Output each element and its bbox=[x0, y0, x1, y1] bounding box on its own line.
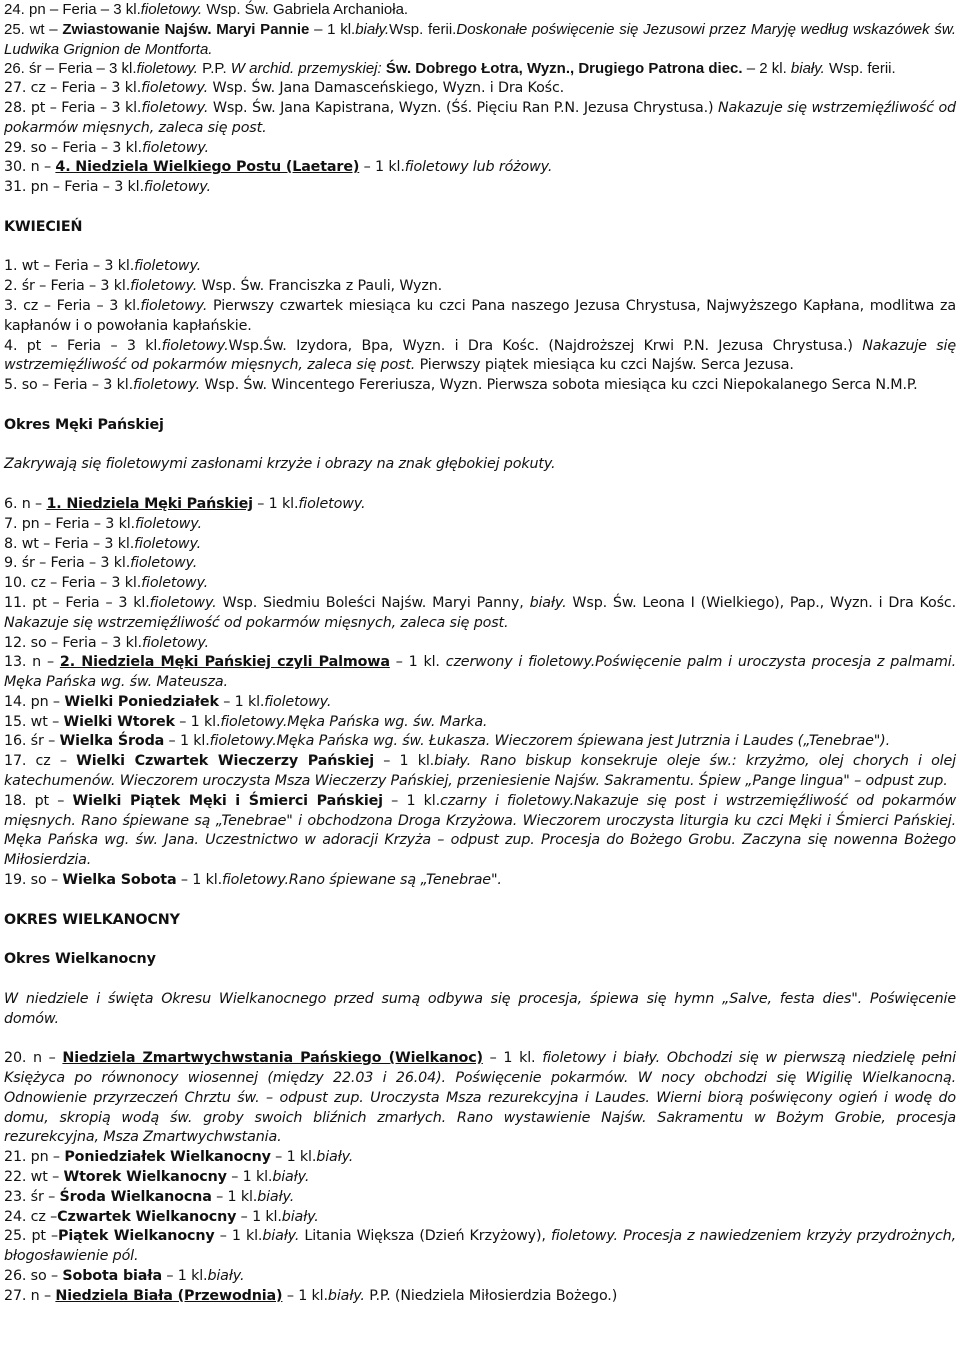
entry-text: Wsp. Św. Jana Damasceńskiego, Wyzn. i Dra Kośc. bbox=[208, 80, 565, 97]
italic-text: fioletowy. bbox=[298, 495, 366, 512]
entry-text: 27. n – bbox=[4, 1287, 56, 1304]
italic-text: biały. bbox=[257, 1188, 295, 1205]
entry-text: 10. cz – Feria – 3 kl. bbox=[4, 575, 142, 592]
entry-text: 9. śr – Feria – 3 kl. bbox=[4, 555, 131, 572]
entry-text: – 1 kl. bbox=[211, 1188, 258, 1205]
calendar-entry bbox=[4, 376, 956, 396]
entry-text: P.P. (Niedziela Miłosierdzia Bożego.) bbox=[364, 1287, 618, 1304]
entry-text: P.P. bbox=[197, 60, 231, 78]
bold-text: Wielki Czwartek Wieczerzy Pańskiej bbox=[76, 753, 374, 770]
italic-text: fioletowy. bbox=[141, 99, 209, 116]
italic-text: fioletowy. bbox=[141, 634, 209, 651]
bold-text: Okres Męki Pańskiej bbox=[4, 416, 164, 433]
entry-text: 11. pt – Feria – 3 kl. bbox=[4, 594, 150, 611]
entry-text: 25. pt – bbox=[4, 1228, 59, 1245]
italic-text: fioletowy. bbox=[134, 515, 202, 532]
entry-text: – 1 kl. bbox=[482, 1050, 543, 1067]
italic-text: biały. Rano biskup konsekruje oleje św.: krzyżmo, olej chorych i olej katechumenów. Wieczorem uroczysta Msza Wieczerzy Pańskiej, przeniesienie Najśw. Sakramentu. Śpiew „Pange lingua" – odpust zup. bbox=[4, 753, 956, 790]
italic-text: fioletowy. bbox=[136, 60, 198, 78]
section-heading bbox=[4, 218, 956, 238]
entry-text: – 1 kl. bbox=[174, 713, 221, 730]
bold-text: Czwartek Wielkanocny bbox=[57, 1208, 237, 1225]
feast-title: Niedziela Biała (Przewodnia) bbox=[55, 1287, 283, 1304]
italic-text: Nakazuje się wstrzemięźliwość od pokarmów mięsnych, zaleca się post. bbox=[4, 337, 956, 374]
section-heading bbox=[4, 950, 956, 970]
italic-text: Nakazuje się wstrzemięźliwość od pokarmów mięsnych, zaleca się post. bbox=[4, 99, 956, 136]
calendar-entry bbox=[4, 1168, 956, 1188]
calendar-entry bbox=[4, 1188, 956, 1208]
entry-text: 23. śr – bbox=[4, 1188, 60, 1205]
italic-text: czerwony i fioletowy.Poświęcenie palm i uroczysta procesja z palmami. Męka Pańska wg. św. Mateusza. bbox=[4, 654, 956, 691]
entry-text: 14. pn – bbox=[4, 693, 65, 710]
italic-text: fioletowy. bbox=[130, 278, 198, 295]
italic-text: fioletowy. bbox=[143, 179, 211, 196]
entry-text: 3. cz – Feria – 3 kl. bbox=[4, 297, 141, 314]
entry-text: Wsp. ferii. bbox=[389, 20, 457, 38]
calendar-entry bbox=[4, 139, 956, 159]
calendar-entry bbox=[4, 693, 956, 713]
feast-title: 4. Niedziela Wielkiego Postu (Laetare) bbox=[55, 159, 360, 176]
entry-text: – 1 kl. bbox=[226, 1169, 273, 1186]
entry-text: Wsp.Św. Izydora, Bpa, Wyzn. i Dra Kośc. (Najdroższej Krwi P.N. Jezusa Chrystusa.) bbox=[228, 337, 863, 354]
blank-line bbox=[4, 198, 956, 218]
section-heading bbox=[4, 911, 956, 931]
calendar-entry bbox=[4, 337, 956, 377]
calendar-entry bbox=[4, 871, 956, 891]
bold-text: KWIECIEŃ bbox=[4, 218, 83, 235]
entry-text: 26. so – bbox=[4, 1268, 63, 1284]
entry-text: – 1 kl. bbox=[236, 1208, 282, 1225]
calendar-entry bbox=[4, 713, 956, 733]
blank-line bbox=[4, 436, 956, 456]
entry-text: Wsp. Św. Leona I (Wielkiego), Pap., Wyzn. i Dra Kośc. bbox=[566, 594, 956, 611]
bold-text: Piątek Wielkanocny bbox=[58, 1228, 215, 1245]
blank-line bbox=[4, 930, 956, 950]
calendar-entry bbox=[4, 732, 956, 752]
italic-text: biały. bbox=[529, 594, 567, 611]
italic-text: biały. bbox=[355, 20, 390, 38]
italic-text: biały. bbox=[272, 1169, 310, 1186]
entry-text: 19. so – bbox=[4, 872, 63, 889]
calendar-entry bbox=[4, 20, 956, 60]
calendar-entry bbox=[4, 1227, 956, 1267]
entry-text: 13. n – bbox=[4, 654, 60, 671]
entry-text: – 1 kl. bbox=[389, 654, 446, 671]
calendar-entry bbox=[4, 257, 956, 277]
italic-text: fioletowy. bbox=[134, 535, 202, 552]
italic-text: fioletowy. bbox=[133, 377, 200, 394]
calendar-entry bbox=[4, 455, 956, 475]
italic-text: fioletowy. bbox=[149, 594, 217, 611]
entry-text: 26. śr – Feria – 3 kl. bbox=[4, 60, 137, 78]
entry-text: 20. n – bbox=[4, 1050, 63, 1067]
entry-text: 12. so – Feria – 3 kl. bbox=[4, 634, 142, 651]
calendar-entry bbox=[4, 1148, 956, 1168]
entry-text: Pierwszy piątek miesiąca ku czci Najśw. Serca Jezusa. bbox=[415, 357, 794, 374]
calendar-entry bbox=[4, 1208, 956, 1228]
calendar-entry bbox=[4, 554, 956, 574]
entry-text: Pierwszy czwartek miesiąca ku czci Pana naszego Jezusa Chrystusa, Najwyższego Kapłana, modlitwa za kapłanów i o powołania kapłańskie. bbox=[4, 297, 956, 334]
feast-title: 2. Niedziela Męki Pańskiej czyli Palmowa bbox=[59, 654, 390, 671]
italic-text: czarny i fioletowy.Nakazuje się post i wstrzemięźliwość od pokarmów mięsnych. Rano śpiewane są „Tenebrae" i obchodzona Droga Krzyżowa. Wieczorem uroczysta liturgia ku czci Męki i Śmierci Pańskiej. Męka Pańska wg. św. Jana. Uczestnictwo w adoracji Krzyża – odpust zup. Procesja do Bożego Grobu. Zaczyna się nowenna Bożego Miłosierdzia. bbox=[4, 792, 956, 869]
entry-text: Wsp. Św. Jana Kapistrana, Wyzn. (Śś. Pięciu Ran P.N. Jezusa Chrystusa.) bbox=[208, 99, 718, 116]
section-heading bbox=[4, 416, 956, 436]
entry-text: – 1 kl. bbox=[309, 20, 356, 38]
entry-text: 5. so – Feria – 3 kl. bbox=[4, 377, 133, 394]
calendar-entry bbox=[4, 634, 956, 654]
blank-line bbox=[4, 475, 956, 495]
italic-text: biały. bbox=[281, 1208, 319, 1225]
calendar-entry bbox=[4, 1267, 956, 1287]
blank-line bbox=[4, 238, 956, 258]
calendar-entry bbox=[4, 792, 956, 871]
entry-text: 15. wt – bbox=[4, 713, 64, 730]
bold-text: Zwiastowanie Najśw. Maryi Pannie bbox=[62, 20, 310, 38]
calendar-entry bbox=[4, 99, 956, 139]
calendar-entry bbox=[4, 297, 956, 337]
bold-text: Środa Wielkanocna bbox=[59, 1188, 212, 1205]
italic-text: biały. bbox=[790, 60, 825, 78]
bold-text: Św. Dobrego Łotra, Wyzn., Drugiego Patrona diec. bbox=[381, 60, 743, 78]
entry-text: Wsp. Św. Wincentego Fereriusza, Wyzn. Pierwsza sobota miesiąca ku czci Niepokalanego Serca N.M.P. bbox=[199, 377, 918, 394]
entry-text: Wsp. Siedmiu Boleści Najśw. Maryi Panny, bbox=[216, 594, 530, 611]
entry-text: – 1 kl. bbox=[359, 159, 405, 176]
entry-text: – 1 kl. bbox=[176, 872, 222, 889]
blank-line bbox=[4, 396, 956, 416]
blank-line bbox=[4, 891, 956, 911]
bold-text: Wielki Piątek Męki i Śmierci Pańskiej bbox=[72, 792, 383, 809]
entry-text: – 1 kl. bbox=[382, 792, 441, 809]
italic-text: Nakazuje się wstrzemięźliwość od pokarmów mięsnych, zaleca się post. bbox=[4, 614, 509, 631]
italic-text: fioletowy. bbox=[161, 337, 229, 354]
entry-text: – 1 kl. bbox=[218, 693, 265, 710]
entry-text: 8. wt – Feria – 3 kl. bbox=[4, 535, 135, 552]
entry-text: – 1 kl. bbox=[161, 1268, 208, 1284]
italic-text: W archid. przemyskiej: bbox=[230, 60, 382, 78]
liturgical-calendar-document bbox=[4, 0, 956, 1307]
italic-text: biały. bbox=[327, 1287, 365, 1304]
bold-text: Wtorek Wielkanocny bbox=[63, 1169, 227, 1186]
entry-text: – 1 kl. bbox=[374, 753, 435, 770]
entry-text: – 1 kl. bbox=[252, 495, 299, 512]
italic-text: fioletowy. bbox=[141, 80, 209, 97]
entry-text: Wsp. Św. Franciszka z Pauli, Wyzn. bbox=[197, 278, 443, 295]
entry-text: – 2 kl. bbox=[742, 60, 791, 78]
entry-text: 16. śr – bbox=[4, 733, 60, 750]
calendar-entry bbox=[4, 574, 956, 594]
entry-text: 6. n – bbox=[4, 495, 47, 512]
entry-text: – 1 kl. bbox=[282, 1287, 328, 1304]
entry-text: 29. so – Feria – 3 kl. bbox=[4, 139, 142, 156]
entry-text: 28. pt – Feria – 3 kl. bbox=[4, 99, 142, 116]
italic-text: fioletowy. bbox=[264, 693, 332, 710]
entry-text: 25. wt – bbox=[4, 20, 63, 38]
calendar-entry bbox=[4, 535, 956, 555]
italic-text: fioletowy.Męka Pańska wg. św. Łukasza. Wieczorem śpiewana jest Jutrznia i Laudes („Tenebrae"). bbox=[209, 733, 890, 750]
calendar-entry bbox=[4, 752, 956, 792]
italic-text: fioletowy i biały. Obchodzi się w pierwszą niedzielę pełni Księżyca po równonocy wiosennej (między 22.03 i 26.04). Poświęcenie pokarmów. W nocy obchodzi się Wigilię Wielkanocną. Odnowienie przyrzeczeń Chrztu św. – odpust zup. Uroczysta Msza rezurekcyjna i Laudes. Wierni biorą poświęcony ogień i wodę do domu, skropią wodą św. groby swoich bliźnich zmarłych. Rano wystawienie Najśw. Sakramentu w Bożym Grobie, procesja rezurekcyjna, Msza Zmartwychwstania. bbox=[4, 1050, 956, 1146]
entry-text: 22. wt – bbox=[4, 1169, 64, 1186]
entry-text: 2. śr – Feria – 3 kl. bbox=[4, 278, 131, 295]
italic-text: fioletowy. bbox=[140, 297, 208, 314]
entry-text: – 1 kl. bbox=[164, 733, 210, 750]
calendar-entry bbox=[4, 158, 956, 178]
calendar-entry bbox=[4, 990, 956, 1030]
italic-text: biały. bbox=[316, 1149, 354, 1166]
bold-text: Wielki Poniedziałek bbox=[64, 693, 219, 710]
italic-text: fioletowy.Rano śpiewane są „Tenebrae". bbox=[221, 872, 502, 889]
calendar-entry bbox=[4, 653, 956, 693]
bold-text: Sobota biała bbox=[62, 1268, 162, 1284]
entry-text: Litania Większa (Dzień Krzyżowy), bbox=[299, 1228, 551, 1245]
italic-text: biały. bbox=[207, 1268, 245, 1284]
entry-text: 18. pt – bbox=[4, 792, 73, 809]
bold-text: Okres Wielkanocny bbox=[4, 951, 156, 968]
entry-text: 17. cz – bbox=[4, 753, 77, 770]
italic-text: fioletowy lub różowy. bbox=[404, 159, 553, 176]
calendar-entry bbox=[4, 79, 956, 99]
italic-text: fioletowy. bbox=[140, 1, 203, 18]
italic-text: fioletowy. bbox=[141, 575, 209, 592]
feast-title: Niedziela Zmartwychwstania Pańskiego (Wielkanoc) bbox=[62, 1050, 483, 1067]
italic-text: Zakrywają się fioletowymi zasłonami krzyże i obrazy na znak głębokiej pokuty. bbox=[4, 456, 556, 473]
italic-text: fioletowy. bbox=[130, 555, 198, 572]
entry-text: 21. pn – bbox=[4, 1149, 65, 1166]
italic-text: Doskonałe poświęcenie się Jezusowi przez Maryję według wskazówek św. Ludwika Grignion de Montforta. bbox=[4, 20, 956, 58]
entry-text: 27. cz – Feria – 3 kl. bbox=[4, 80, 142, 97]
calendar-entry bbox=[4, 495, 956, 515]
bold-text: Wielka Środa bbox=[59, 733, 165, 750]
bold-text: Wielka Sobota bbox=[62, 872, 177, 889]
entry-text: 24. cz – bbox=[4, 1208, 58, 1225]
italic-text: fioletowy.Męka Pańska wg. św. Marka. bbox=[220, 713, 488, 730]
calendar-entry bbox=[4, 0, 956, 20]
entry-text: Wsp. Św. Gabriela Archanioła. bbox=[202, 1, 409, 18]
entry-text: 1. wt – Feria – 3 kl. bbox=[4, 258, 135, 275]
italic-text: W niedziele i święta Okresu Wielkanocnego przed sumą odbywa się procesja, śpiewa się hymn „Salve, festa dies". Poświęcenie domów. bbox=[4, 990, 956, 1027]
italic-text: fioletowy. Procesja z nawiedzeniem krzyży przydrożnych, błogosławienie pól. bbox=[4, 1228, 956, 1265]
blank-line bbox=[4, 1029, 956, 1049]
entry-text: Wsp. ferii. bbox=[824, 60, 896, 78]
entry-text: 4. pt – Feria – 3 kl. bbox=[4, 337, 162, 354]
calendar-entry bbox=[4, 178, 956, 198]
italic-text: fioletowy. bbox=[141, 139, 209, 156]
blank-line bbox=[4, 970, 956, 990]
feast-title: 1. Niedziela Męki Pańskiej bbox=[46, 495, 253, 512]
calendar-entry bbox=[4, 1049, 956, 1148]
italic-text: fioletowy. bbox=[134, 258, 202, 275]
calendar-entry bbox=[4, 515, 956, 535]
calendar-entry bbox=[4, 594, 956, 634]
bold-text: Wielki Wtorek bbox=[63, 713, 175, 730]
entry-text: 31. pn – Feria – 3 kl. bbox=[4, 179, 144, 196]
calendar-entry bbox=[4, 1287, 956, 1307]
bold-text: Poniedziałek Wielkanocny bbox=[64, 1149, 271, 1166]
italic-text: biały. bbox=[262, 1228, 300, 1245]
entry-text: 7. pn – Feria – 3 kl. bbox=[4, 515, 135, 532]
bold-text: OKRES WIELKANOCNY bbox=[4, 911, 180, 928]
entry-text: – 1 kl. bbox=[270, 1149, 317, 1166]
calendar-entry bbox=[4, 277, 956, 297]
entry-text: 30. n – bbox=[4, 159, 56, 176]
entry-text: 24. pn – Feria – 3 kl. bbox=[4, 1, 141, 18]
calendar-entry bbox=[4, 59, 956, 79]
entry-text: – 1 kl. bbox=[214, 1228, 263, 1245]
